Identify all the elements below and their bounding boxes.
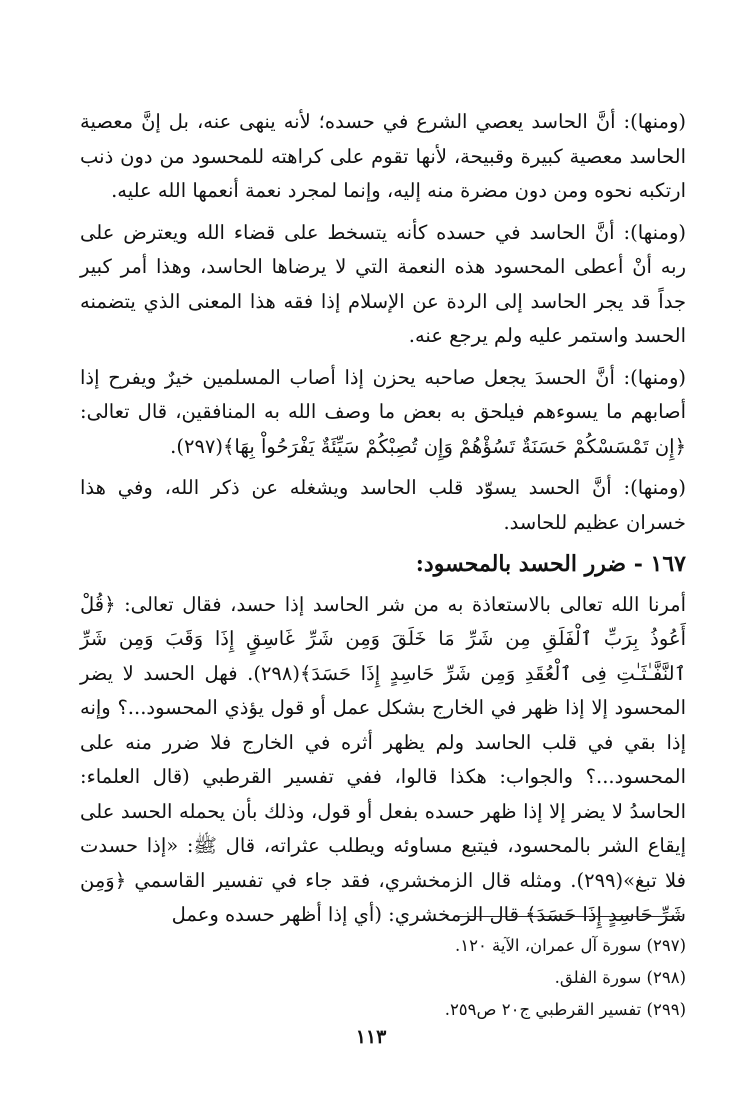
footnote-299: (٢٩٩) تفسير القرطبي ج٢٠ ص٢٥٩. xyxy=(444,1000,686,1019)
footnote-297: (٢٩٧) سورة آل عمران، الآية ١٢٠. xyxy=(454,936,686,955)
paragraph-3: (ومنها): أنَّ الحسدَ يجعل صاحبه يحزن إذا أصاب المسلمين خيرٌ ويفرح إذا أصابهم ما يسوءهم فيلحق به بعض ما وصف الله به المنافقين، قال تعالى: ﴿إِن تَمْسَسْكُمْ حَسَنَةٌ تَسُؤْهُمْ وَإِن تُصِبْكُمْ سَيِّئَةٌ يَفْرَحُواْ بِهَا﴾(٢٩٧). xyxy=(80,365,686,458)
paragraph-1: (ومنها): أنَّ الحاسد يعصي الشرع في حسده؛ لأنه ينهى عنه، بل إنَّ معصية الحاسد معصية كبيرة وقبيحة، لأنها تقوم على كراهته للمحسود من دون ذنب ارتكبه نحوه ومن دون مضرة منه إليه، وإنما لمجرد نعمة أنعمها الله عليه. xyxy=(80,110,686,202)
main-text xyxy=(80,105,686,940)
paragraph-4: (ومنها): أنَّ الحسد يسوّد قلب الحاسد ويشغله عن ذكر الله، وفي هذا خسران عظيم للحاسد. xyxy=(80,476,686,534)
section-paragraph: أمرنا الله تعالى بالاستعاذة به من شر الحاسد إذا حسد، فقال تعالى: ﴿قُلْ أَعُوذُ بِرَبِّ ٱلْفَلَقِ مِن شَرِّ مَا خَلَقَ وَمِن شَرِّ غَاسِقٍ إِذَا وَقَبَ وَمِن شَرِّ ٱلنَّفَّـٰثَـٰتِ فِى ٱلْعُقَدِ وَمِن شَرِّ حَاسِدٍ إِذَا حَسَدَ﴾(٢٩٨). فهل الحسد لا يضر المحسود إلا إذا ظهر في الخارج بشكل عمل أو قول يؤذي المحسود...؟ وإنه إذا بقي في قلب الحاسد ولم يظهر أثره في الخارج فلا ضرر منه على المحسود...؟ والجواب: هكذا قالوا، ففي تفسير القرطبي (قال العلماء: الحاسدُ لا يضر إلا إذا ظهر حسده بفعل أو قول، وذلك بأن يحمله الحسد على إيقاع الشر بالمحسود، فيتبع مساوئه ويطلب عثراته، قال ﷺ: «إذا حسدت فلا تبغ»(٢٩٩). ومثله قال الزمخشري، فقد جاء في تفسير القاسمي ﴿وَمِن شَرِّ حَاسِدٍ إِذَا حَسَدَ﴾ قال الزمخشري: (أي إذا أظهر حسده وعمل xyxy=(80,592,686,926)
page-number: ١١٣ xyxy=(355,1026,387,1048)
footnote-separator xyxy=(458,916,682,917)
footnote-298: (٢٩٨) سورة الفلق. xyxy=(554,968,686,987)
footnotes xyxy=(80,930,686,1026)
section-heading: ١٦٧ - ضرر الحسد بالمحسود: xyxy=(415,551,686,577)
paragraph-2: (ومنها): أنَّ الحاسد في حسده كأنه يتسخط على قضاء الله ويعترض على ربه أنْ أعطى المحسود هذه النعمة التي لا يرضاها الحاسد، وهذا أمر كبير جداً قد يجر الحاسد إلى الردة عن الإسلام إذا فقه هذا المعنى الذي يتضمنه الحسد واستمر عليه ولم يرجع عنه. xyxy=(80,220,686,347)
